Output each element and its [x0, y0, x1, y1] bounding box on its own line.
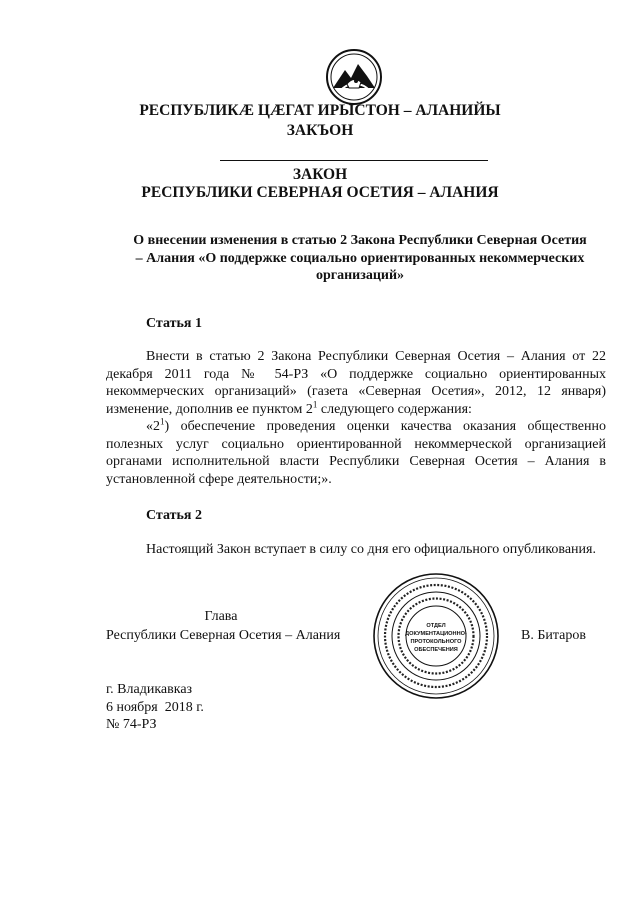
- stamp-line-2: ДОКУМЕНТАЦИОННО-: [405, 631, 467, 637]
- place-date-block: [106, 681, 204, 734]
- article-2-body: [106, 541, 606, 559]
- law-subject: О внесении изменения в статью 2 Закона Республики Северная Осетия – Алания «О поддержке социально ориентированных некоммерческих организаций»: [133, 233, 587, 283]
- law-number: № 74-РЗ: [106, 717, 157, 732]
- ossetian-law-label: ЗАКЪОН: [286, 122, 354, 139]
- signatory-title: Глава: [204, 609, 238, 624]
- ossetian-title: РЕСПУБЛИКÆ ЦÆГАТ ИРЫСТОН – АЛАНИЙЫ: [139, 102, 501, 119]
- russian-law-label: ЗАКОН: [292, 166, 348, 183]
- date: 6 ноября 2018 г.: [106, 699, 204, 715]
- article-2-title: Статья 2: [146, 508, 202, 523]
- signatory-name: В. Битаров: [521, 628, 586, 643]
- emblem-icon: [325, 48, 383, 106]
- divider: [220, 160, 488, 161]
- stamp-line-1: ОТДЕЛ: [426, 623, 446, 629]
- article-1-paragraph-2: «$2^1$) обеспечение проведения оценки качества оказания общественно полезных услуг социально ориентированной некоммерческой организацией органами исполнительной власти Республики Северная Осетия – Алания в установленной сфере деятельности;».: [106, 416, 606, 487]
- article-1-paragraph-1: Внести в статью 2 Закона Республики Северная Осетия – Алания от 22 декабря 2011 года № 54-РЗ «О поддержке социально ориентированных некоммерческих организаций» (газета «Северная Осетия», 2012, 12 января) изменение, дополнив ее пунктом $2^1$ следующего содержания:: [106, 349, 606, 417]
- official-stamp: [372, 572, 500, 700]
- city: г. Владикавказ: [106, 682, 193, 697]
- russian-title: РЕСПУБЛИКИ СЕВЕРНАЯ ОСЕТИЯ – АЛАНИЯ: [141, 184, 499, 201]
- article-1-body: [106, 348, 606, 488]
- article-1-title: Статья 1: [146, 316, 202, 331]
- stamp-line-3: ПРОТОКОЛЬНОГО: [410, 639, 462, 645]
- stamp-line-4: ОБЕСПЕЧЕНИЯ: [414, 647, 458, 653]
- signatory-organization: Республики Северная Осетия – Алания: [106, 628, 341, 643]
- article-2-paragraph: Настоящий Закон вступает в силу со дня его официального опубликования.: [146, 542, 596, 557]
